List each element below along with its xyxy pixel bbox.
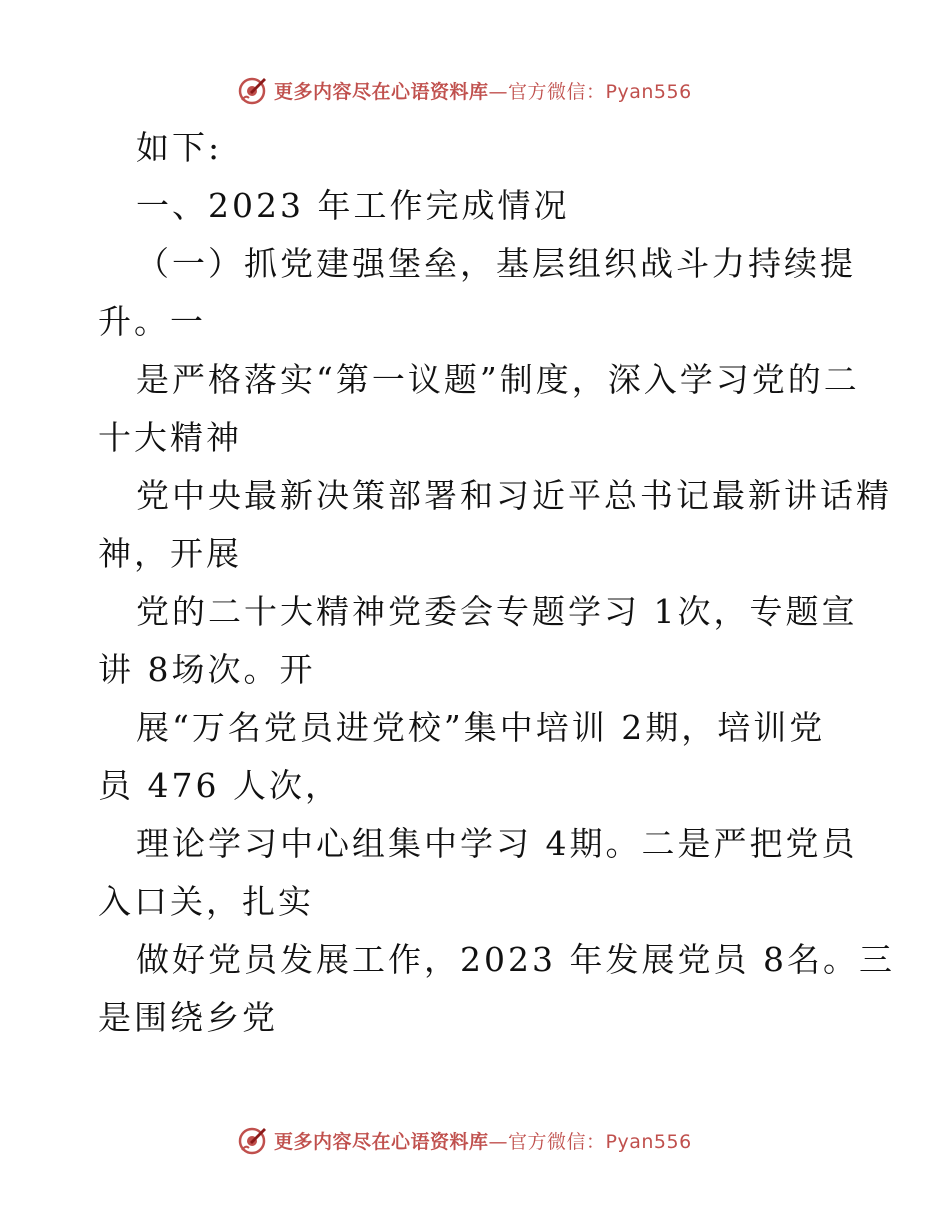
quill-seal-icon <box>236 1124 268 1156</box>
section-heading: 一、2023 年工作完成情况 <box>136 186 570 225</box>
body-line: 党中央最新决策部署和习近平总书记最新讲话精 <box>136 476 892 515</box>
body-line: 十大精神 <box>98 418 242 457</box>
watermark-main-text: 更多内容尽在心语资料库 <box>274 1130 489 1153</box>
body-line: 讲 8场次。开 <box>98 650 316 689</box>
watermark-sub-text: —官方微信：Pyan556 <box>488 1130 692 1153</box>
quill-seal-icon <box>236 74 268 106</box>
footer-watermark <box>236 1122 692 1158</box>
body-line: 党的二十大精神党委会专题学习 1次，专题宣 <box>136 592 858 631</box>
body-line: 理论学习中心组集中学习 4期。二是严把党员 <box>136 824 858 863</box>
watermark-sub-text: —官方微信：Pyan556 <box>488 80 692 103</box>
watermark-main-text: 更多内容尽在心语资料库 <box>274 80 489 103</box>
body-line: 神，开展 <box>98 534 242 573</box>
header-watermark <box>236 72 692 108</box>
body-line: 如下: <box>136 128 223 167</box>
body-line: 升。一 <box>98 302 206 341</box>
body-line: 做好党员发展工作，2023 年发展党员 8名。三 <box>136 940 895 979</box>
body-line: 员 476 人次， <box>98 766 341 805</box>
body-line: 入口关，扎实 <box>98 882 314 921</box>
body-line: 是严格落实“第一议题”制度，深入学习党的二 <box>136 360 860 399</box>
subsection-heading: （一）抓党建强堡垒，基层组织战斗力持续提 <box>136 244 856 283</box>
body-line: 是围绕乡党 <box>98 998 278 1037</box>
body-line: 展“万名党员进党校”集中培训 2期，培训党 <box>136 708 826 747</box>
